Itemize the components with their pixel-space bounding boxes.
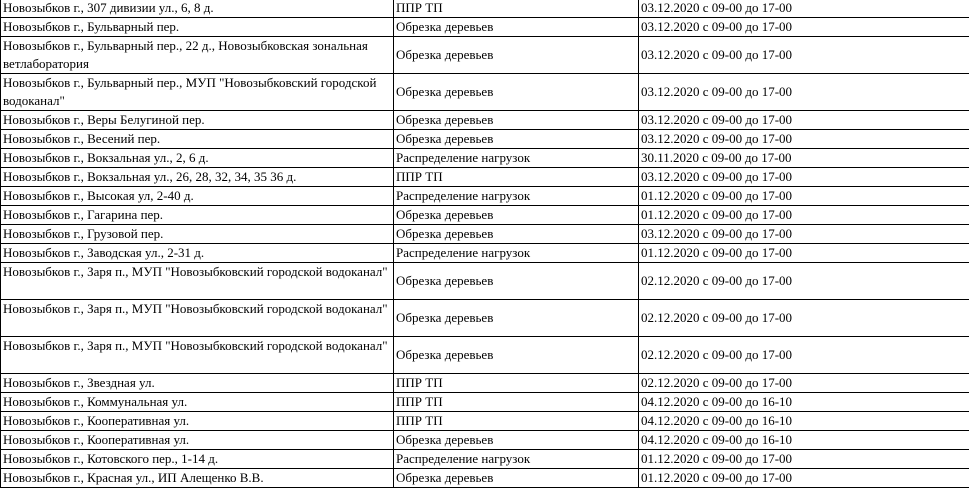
outage-time-cell: 01.12.2020 с 09-00 до 17-00 (639, 244, 969, 263)
work-type-cell: Обрезка деревьев (394, 300, 639, 337)
outage-time-cell: 30.11.2020 с 09-00 до 17-00 (639, 149, 969, 168)
address-cell: Новозыбков г., Бульварный пер. (1, 18, 394, 37)
work-type-cell: ППР ТП (394, 412, 639, 431)
table-row (1, 18, 969, 37)
table-row (1, 37, 969, 74)
work-type-cell: Обрезка деревьев (394, 130, 639, 149)
table-row (1, 300, 969, 337)
address-cell: Новозыбков г., Весений пер. (1, 130, 394, 149)
outage-time-cell: 04.12.2020 с 09-00 до 16-10 (639, 412, 969, 431)
table-row (1, 149, 969, 168)
work-type-cell: Обрезка деревьев (394, 263, 639, 300)
work-type-cell: ППР ТП (394, 374, 639, 393)
work-type-cell: Обрезка деревьев (394, 431, 639, 450)
table-row (1, 130, 969, 149)
table-row (1, 374, 969, 393)
table-row (1, 412, 969, 431)
address-cell: Новозыбков г., 307 дивизии ул., 6, 8 д. (1, 0, 394, 18)
table-row (1, 74, 969, 111)
table-row (1, 0, 969, 18)
work-type-cell: Обрезка деревьев (394, 111, 639, 130)
outage-time-cell: 03.12.2020 с 09-00 до 17-00 (639, 18, 969, 37)
address-cell: Новозыбков г., Заводская ул., 2-31 д. (1, 244, 394, 263)
outage-time-cell: 04.12.2020 с 09-00 до 16-10 (639, 393, 969, 412)
work-type-cell: Обрезка деревьев (394, 469, 639, 488)
outage-time-cell: 04.12.2020 с 09-00 до 16-10 (639, 431, 969, 450)
table-row (1, 393, 969, 412)
address-cell: Новозыбков г., Заря п., МУП "Новозыбковский городской водоканал" (1, 337, 394, 374)
address-cell: Новозыбков г., Котовского пер., 1-14 д. (1, 450, 394, 469)
work-type-cell: Распределение нагрузок (394, 187, 639, 206)
outage-time-cell: 03.12.2020 с 09-00 до 17-00 (639, 130, 969, 149)
table-row (1, 225, 969, 244)
outage-time-cell: 02.12.2020 с 09-00 до 17-00 (639, 300, 969, 337)
work-type-cell: Обрезка деревьев (394, 206, 639, 225)
address-cell: Новозыбков г., Заря п., МУП "Новозыбковский городской водоканал" (1, 263, 394, 300)
address-cell: Новозыбков г., Красная ул., ИП Алещенко В.В. (1, 469, 394, 488)
address-cell: Новозыбков г., Вокзальная ул., 26, 28, 32, 34, 35 36 д. (1, 168, 394, 187)
address-cell: Новозыбков г., Заря п., МУП "Новозыбковский городской водоканал" (1, 300, 394, 337)
work-type-cell: ППР ТП (394, 0, 639, 18)
address-cell: Новозыбков г., Бульварный пер., 22 д., Новозыбковская зональная ветлаборатория (1, 37, 394, 74)
outage-time-cell: 01.12.2020 с 09-00 до 17-00 (639, 187, 969, 206)
address-cell: Новозыбков г., Коммунальная ул. (1, 393, 394, 412)
address-cell: Новозыбков г., Гагарина пер. (1, 206, 394, 225)
table-row (1, 469, 969, 488)
work-type-cell: Обрезка деревьев (394, 74, 639, 111)
address-cell: Новозыбков г., Высокая ул, 2-40 д. (1, 187, 394, 206)
work-type-cell: Обрезка деревьев (394, 18, 639, 37)
work-type-cell: Распределение нагрузок (394, 149, 639, 168)
table-row (1, 206, 969, 225)
outage-time-cell: 03.12.2020 с 09-00 до 17-00 (639, 0, 969, 18)
outage-time-cell: 03.12.2020 с 09-00 до 17-00 (639, 225, 969, 244)
work-type-cell: ППР ТП (394, 393, 639, 412)
address-cell: Новозыбков г., Звездная ул. (1, 374, 394, 393)
work-type-cell: ППР ТП (394, 168, 639, 187)
work-type-cell: Распределение нагрузок (394, 450, 639, 469)
address-cell: Новозыбков г., Грузовой пер. (1, 225, 394, 244)
table-row (1, 244, 969, 263)
outage-time-cell: 02.12.2020 с 09-00 до 17-00 (639, 337, 969, 374)
work-type-cell: Обрезка деревьев (394, 225, 639, 244)
table-row (1, 111, 969, 130)
address-cell: Новозыбков г., Веры Белугиной пер. (1, 111, 394, 130)
table-row (1, 168, 969, 187)
table-row (1, 263, 969, 300)
address-cell: Новозыбков г., Вокзальная ул., 2, 6 д. (1, 149, 394, 168)
work-type-cell: Обрезка деревьев (394, 37, 639, 74)
outage-time-cell: 01.12.2020 с 09-00 до 17-00 (639, 450, 969, 469)
address-cell: Новозыбков г., Бульварный пер., МУП "Новозыбковский городской водоканал" (1, 74, 394, 111)
outage-time-cell: 01.12.2020 с 09-00 до 17-00 (639, 206, 969, 225)
work-type-cell: Обрезка деревьев (394, 337, 639, 374)
outage-time-cell: 03.12.2020 с 09-00 до 17-00 (639, 74, 969, 111)
outage-time-cell: 01.12.2020 с 09-00 до 17-00 (639, 469, 969, 488)
work-type-cell: Распределение нагрузок (394, 244, 639, 263)
outage-time-cell: 03.12.2020 с 09-00 до 17-00 (639, 168, 969, 187)
address-cell: Новозыбков г., Кооперативная ул. (1, 431, 394, 450)
outage-time-cell: 02.12.2020 с 09-00 до 17-00 (639, 374, 969, 393)
table-row (1, 337, 969, 374)
outage-time-cell: 03.12.2020 с 09-00 до 17-00 (639, 37, 969, 74)
outage-time-cell: 02.12.2020 с 09-00 до 17-00 (639, 263, 969, 300)
table-row (1, 431, 969, 450)
table-row (1, 450, 969, 469)
outage-time-cell: 03.12.2020 с 09-00 до 17-00 (639, 111, 969, 130)
table-row (1, 187, 969, 206)
address-cell: Новозыбков г., Кооперативная ул. (1, 412, 394, 431)
